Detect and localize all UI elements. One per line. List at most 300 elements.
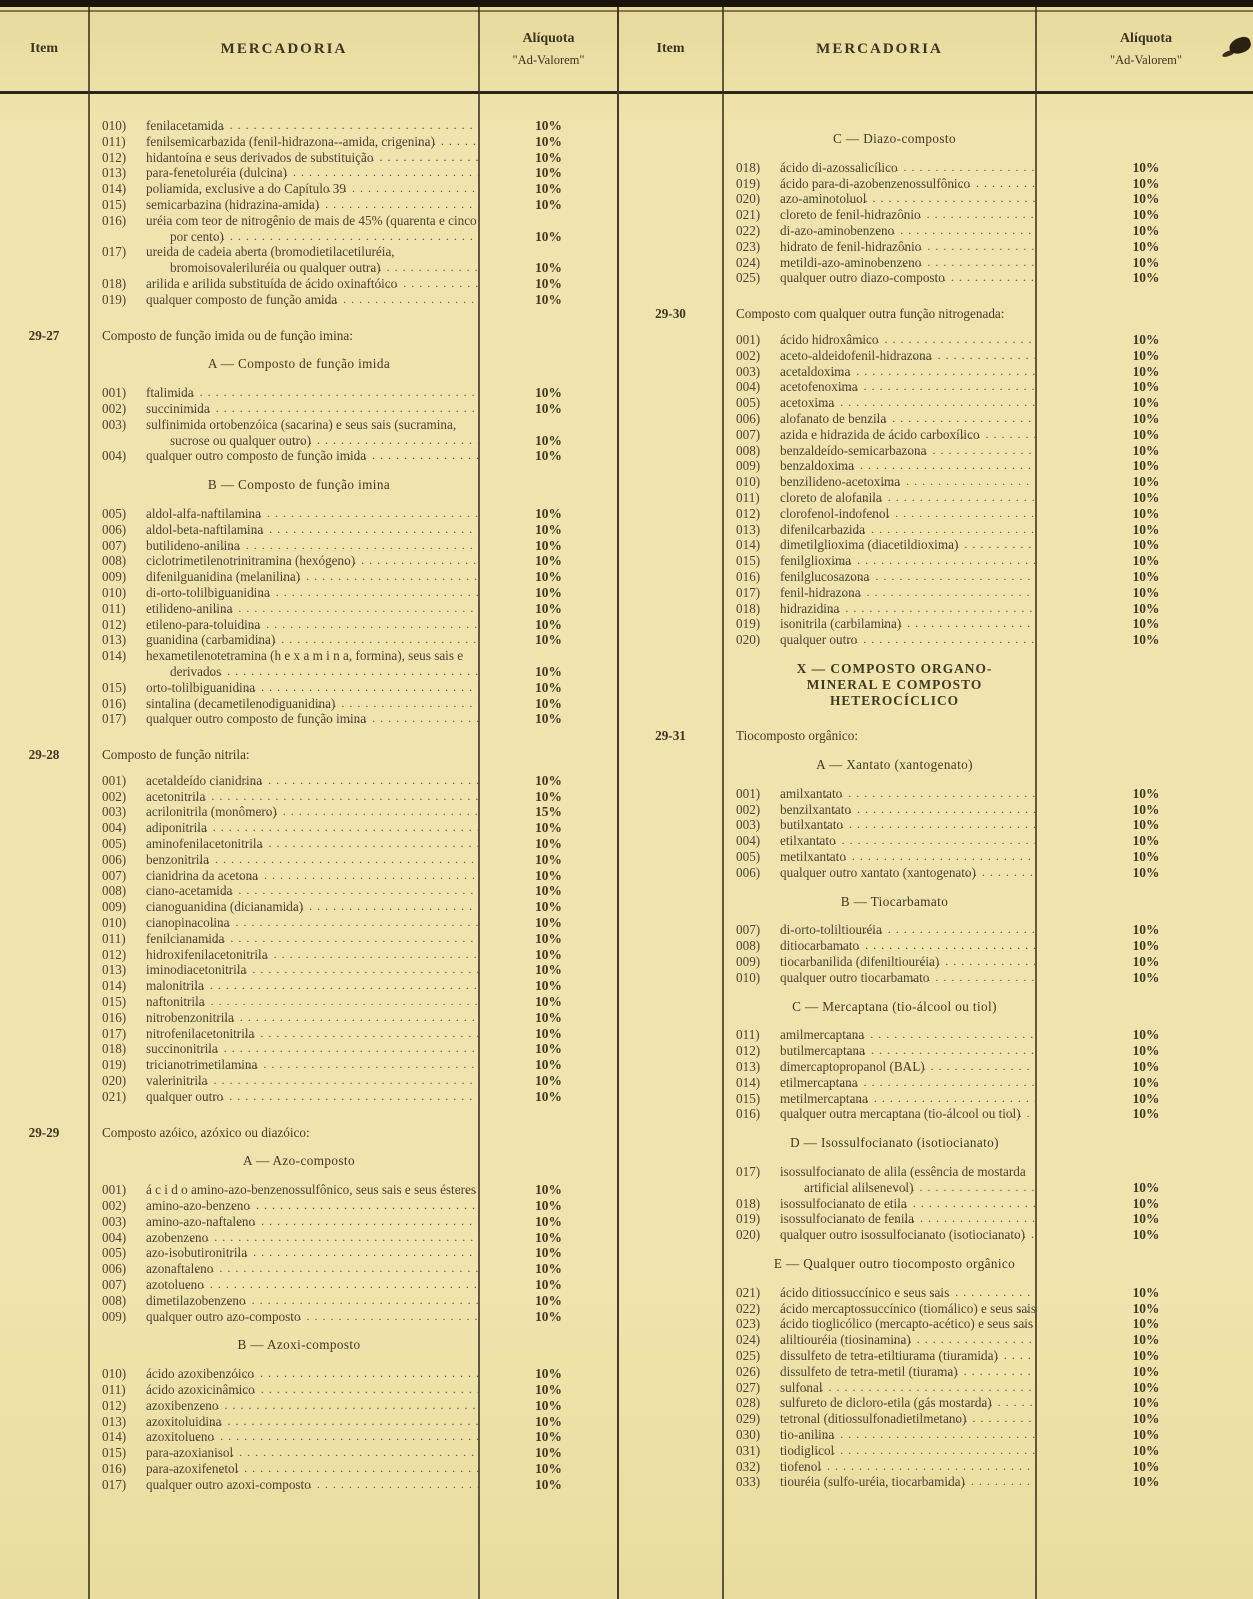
item-number: 025) (736, 1348, 761, 1363)
advalorem-rate: 10% (535, 537, 562, 553)
advalorem-rate: 10% (1132, 254, 1160, 270)
item-number: 006) (736, 410, 761, 426)
table-row (0, 931, 617, 947)
table-row (0, 448, 617, 464)
advalorem-rate: 10% (1132, 1426, 1160, 1442)
header-mercadoria-label: MERCADORIA (220, 40, 348, 57)
advalorem-rate: 10% (535, 632, 562, 648)
table-row (0, 1198, 617, 1214)
item-number: 007) (736, 922, 761, 938)
advalorem-rate: 10% (535, 1009, 562, 1025)
item-description: difenilguanidina (melanilina) . . . (146, 569, 480, 585)
item-description: ácido azoxibenzóico . . . (146, 1366, 480, 1382)
item-number: 003) (736, 363, 761, 379)
table-row (0, 569, 617, 585)
table-row (619, 1211, 1253, 1227)
item-description: ftalimida . . . (146, 385, 480, 401)
item-description: aliltiouréia (tiosinamina) . . . (780, 1332, 1037, 1348)
table-row (619, 395, 1253, 411)
item-number: 021) (736, 1284, 761, 1300)
advalorem-rate: 10% (1132, 938, 1160, 954)
item-description: aldol-alfa-naftilamina . . . (146, 506, 480, 522)
item-description: fenil-hidrazona . . . (780, 585, 1037, 601)
item-description: fenilglucosazona . . . (780, 569, 1037, 585)
table-row (0, 197, 617, 213)
item-description: benzilxantato . . . (780, 802, 1037, 818)
item-description: amino-azo-naftaleno . . . (146, 1214, 480, 1230)
table-row (0, 1477, 617, 1493)
table-row (619, 922, 1253, 938)
advalorem-rate: 15% (535, 804, 562, 820)
item-number: 015) (102, 679, 127, 695)
item-number: 008) (102, 553, 127, 569)
item-description: iminodiacetonitrila . . . (146, 962, 480, 978)
item-number: 013) (102, 165, 127, 181)
item-description: azonaftaleno . . . (146, 1261, 480, 1277)
table-row (619, 1196, 1253, 1212)
item-description: hidantoína e seus derivados de substituição . . . (146, 150, 480, 166)
table-row (0, 1026, 617, 1042)
table-row (619, 207, 1253, 223)
advalorem-rate: 10% (1132, 159, 1160, 175)
table-row (0, 696, 617, 712)
advalorem-rate: 10% (535, 695, 562, 711)
advalorem-rate: 10% (535, 1182, 562, 1198)
table-row (619, 1301, 1253, 1317)
table-row (619, 1091, 1253, 1107)
table-row (0, 947, 617, 963)
item-number: 015) (736, 553, 761, 569)
advalorem-rate: 10% (535, 196, 562, 212)
item-description: amino-azo-benzeno . . . (146, 1198, 480, 1214)
item-number: 006) (102, 521, 127, 537)
item-number: 006) (102, 1261, 127, 1277)
table-row (619, 490, 1253, 506)
item-number: 013) (102, 632, 127, 648)
chapter-code: 29-28 (28, 747, 60, 763)
aliquota-line2: "Ad-Valorem" (512, 52, 585, 67)
advalorem-rate: 10% (535, 505, 562, 521)
advalorem-rate: 10% (1132, 442, 1160, 458)
advalorem-rate: 10% (535, 1476, 562, 1492)
item-description: dimetilazobenzeno . . . (146, 1293, 480, 1309)
chapter-code: 29-31 (655, 728, 686, 744)
aliquota-line2: "Ad-Valorem" (1110, 52, 1182, 67)
item-description: para-fenetoluréia (dulcina) . . . (146, 165, 480, 181)
item-description: ácido tioglicólico (mercapto-acético) e seus sais . . . (780, 1316, 1037, 1332)
item-description: orto-tolilbiguanidina . . . (146, 680, 480, 696)
table-row (619, 833, 1253, 849)
item-number: 019) (736, 1211, 761, 1227)
item-number: 032) (736, 1458, 761, 1474)
table-row (619, 458, 1253, 474)
table-row (0, 1057, 617, 1073)
table-row (0, 1182, 617, 1198)
item-number: 012) (736, 1043, 761, 1059)
item-description: hidrazidina . . . (780, 601, 1037, 617)
item-description: azotolueno . . . (146, 1277, 480, 1293)
advalorem-rate: 10% (1132, 785, 1160, 801)
advalorem-rate: 10% (535, 899, 562, 915)
item-number: 013) (102, 1413, 127, 1429)
table-row (619, 849, 1253, 865)
table-row (619, 1043, 1253, 1059)
table-row (619, 1427, 1253, 1443)
advalorem-rate: 10% (535, 1429, 562, 1445)
item-number: 022) (736, 222, 761, 238)
table-row (0, 1245, 617, 1261)
advalorem-rate: 10% (1132, 1227, 1160, 1243)
item-description: metildi-azo-aminobenzeno . . . (780, 255, 1037, 271)
item-description: azoxibenzeno . . . (146, 1398, 480, 1414)
advalorem-rate: 10% (1132, 521, 1160, 537)
item-number: 005) (736, 849, 761, 865)
item-number: 016) (102, 695, 127, 711)
item-description: hidrato de fenil-hidrazônio . . . (780, 239, 1037, 255)
item-description: azoxitoluidina . . . (146, 1414, 480, 1430)
item-number: 016) (736, 1106, 761, 1122)
chapter-row (619, 728, 1253, 744)
advalorem-rate: 10% (1132, 922, 1160, 938)
table-row (619, 427, 1253, 443)
table-row (619, 1380, 1253, 1396)
item-description: fenilsemicarbazida (fenil-hidrazona--amida, crigenina) . . . (146, 134, 480, 150)
item-number: 016) (102, 212, 127, 228)
item-description: ácido di-azossalicílico . . . (780, 160, 1037, 176)
chapter-title: Composto de função imida ou de função imina: (102, 327, 353, 343)
item-number: 010) (102, 118, 127, 133)
table-row (0, 1041, 617, 1057)
table-row (619, 1227, 1253, 1243)
table-row (0, 1010, 617, 1026)
advalorem-rate: 10% (1132, 1395, 1160, 1411)
table-row (0, 1398, 617, 1414)
item-description: amilxantato . . . (780, 786, 1037, 802)
table-row (0, 522, 617, 538)
item-number: 006) (102, 851, 127, 867)
table-row (0, 868, 617, 884)
item-description: aminofenilacetonitrila . . . (146, 836, 480, 852)
advalorem-rate: 10% (535, 1073, 562, 1089)
advalorem-rate: 10% (535, 978, 562, 994)
table-row (619, 802, 1253, 818)
item-description: ureida de cadeia aberta (bromodietilacetiluréia, bromoisovaleriluréia ou qualquer outra) . . . (146, 244, 480, 276)
item-number: 017) (102, 244, 127, 260)
table-row (0, 150, 617, 166)
item-description: isossulfocianato de etila . . . (780, 1196, 1037, 1212)
group-heading: A — Composto de função imida (207, 356, 391, 372)
table-row (619, 176, 1253, 192)
advalorem-rate: 10% (535, 867, 562, 883)
advalorem-rate: 10% (1132, 1090, 1160, 1106)
advalorem-rate: 10% (1132, 632, 1160, 648)
item-number: 011) (102, 133, 126, 149)
item-number: 024) (736, 1332, 761, 1348)
table-row (0, 962, 617, 978)
table-row (0, 276, 617, 292)
table-row (619, 1364, 1253, 1380)
item-number: 009) (102, 1308, 127, 1324)
item-description: fenilacetamida . . . (146, 118, 480, 134)
item-description: qualquer outro isossulfocianato (isotiocianato) . . . (780, 1227, 1037, 1243)
table-row (0, 1366, 617, 1382)
item-number: 004) (736, 379, 761, 395)
table-row (619, 1411, 1253, 1427)
item-number: 019) (736, 175, 761, 191)
table-row (619, 379, 1253, 395)
item-number: 008) (736, 442, 761, 458)
right-table (617, 7, 1253, 1599)
table-row (619, 1316, 1253, 1332)
table-row (619, 1075, 1253, 1091)
advalorem-rate: 10% (535, 994, 562, 1010)
item-number: 013) (736, 521, 761, 537)
item-number: 033) (736, 1474, 761, 1490)
item-number: 014) (736, 1074, 761, 1090)
item-number: 012) (102, 946, 127, 962)
table-body-right (619, 94, 1253, 1490)
item-number: 009) (102, 899, 127, 915)
table-row (619, 616, 1253, 632)
item-description: aldol-beta-naftilamina . . . (146, 522, 480, 538)
table-row (0, 181, 617, 197)
item-number: 002) (102, 788, 127, 804)
advalorem-rate: 10% (1132, 347, 1160, 363)
advalorem-rate: 10% (1132, 191, 1160, 207)
item-description: acetonitrila . . . (146, 789, 480, 805)
advalorem-rate: 10% (535, 149, 562, 165)
table-row (0, 1277, 617, 1293)
advalorem-rate: 10% (535, 1381, 562, 1397)
table-row (0, 820, 617, 836)
advalorem-rate: 10% (535, 616, 562, 632)
item-description: arilida e arilida substituída de ácido oxinaftóico . . . (146, 276, 480, 292)
advalorem-rate: 10% (1132, 1458, 1160, 1474)
item-number: 014) (102, 978, 127, 994)
advalorem-rate: 10% (535, 711, 562, 727)
item-description: cianoguanidina (dicianamida) . . . (146, 899, 480, 915)
item-description: benzaldeído-semicarbazona . . . (780, 443, 1037, 459)
item-number: 012) (102, 616, 127, 632)
table-row (619, 1443, 1253, 1459)
item-number: 017) (102, 1476, 127, 1492)
advalorem-rate: 10% (1132, 568, 1160, 584)
advalorem-rate: 10% (535, 432, 562, 448)
item-description: fenilglioxima . . . (780, 553, 1037, 569)
advalorem-rate: 10% (1132, 270, 1160, 286)
advalorem-rate: 10% (1132, 1300, 1160, 1316)
item-number: 020) (102, 1073, 127, 1089)
advalorem-rate: 10% (1132, 801, 1160, 817)
advalorem-rate: 10% (1132, 331, 1160, 347)
chapter-row (0, 747, 617, 763)
table-row (619, 1059, 1253, 1075)
table-row (0, 852, 617, 868)
item-number: 021) (736, 207, 761, 223)
advalorem-rate: 10% (535, 118, 562, 133)
advalorem-rate: 10% (1132, 553, 1160, 569)
item-number: 023) (736, 1316, 761, 1332)
item-number: 017) (102, 711, 127, 727)
advalorem-rate: 10% (1132, 1442, 1160, 1458)
chapter-code: 29-30 (655, 306, 686, 322)
item-description: tricianotrimetilamina . . . (146, 1057, 480, 1073)
chapter-title: Tiocomposto orgânico: (736, 728, 858, 744)
item-number: 012) (102, 149, 127, 165)
item-number: 022) (736, 1300, 761, 1316)
advalorem-rate: 10% (535, 1229, 562, 1245)
item-description: naftonitrila . . . (146, 994, 480, 1010)
advalorem-rate: 10% (1132, 1195, 1160, 1211)
advalorem-rate: 10% (535, 1397, 562, 1413)
table-row (0, 1414, 617, 1430)
item-number: 020) (736, 191, 761, 207)
advalorem-rate: 10% (1132, 969, 1160, 985)
advalorem-rate: 10% (535, 820, 562, 836)
item-number: 003) (102, 1213, 127, 1229)
advalorem-rate: 10% (1132, 1027, 1160, 1043)
table-row (619, 601, 1253, 617)
item-description: alofanato de benzila . . . (780, 411, 1037, 427)
item-number: 015) (102, 994, 127, 1010)
table-row (619, 522, 1253, 538)
group-heading: B — Composto de função imina (207, 477, 391, 493)
advalorem-rate: 10% (1132, 817, 1160, 833)
item-description: azoxitolueno . . . (146, 1429, 480, 1445)
advalorem-rate: 10% (1132, 584, 1160, 600)
table-row (619, 443, 1253, 459)
group-heading: A — Xantato (xantogenato) (816, 757, 973, 773)
item-description: acetaldoxima . . . (780, 364, 1037, 380)
advalorem-rate: 10% (1132, 175, 1160, 191)
item-number: 018) (102, 1041, 127, 1057)
item-description: azo-isobutironitrila . . . (146, 1245, 480, 1261)
advalorem-rate: 10% (535, 291, 562, 307)
item-description: azida e hidrazida de ácido carboxílico . . . (780, 427, 1037, 443)
item-description: nitrobenzonitrila . . . (146, 1010, 480, 1026)
item-description: uréia com teor de nitrogênio de mais de 45% (quarenta e cinco por cento) . . . (146, 213, 480, 245)
table-row (0, 1309, 617, 1325)
item-description: dissulfeto de tetra-metil (tiurama) . . . (780, 1364, 1037, 1380)
table-body-left (0, 94, 617, 1493)
advalorem-rate: 10% (1132, 474, 1160, 490)
header-item-label: Item (30, 41, 58, 56)
table-row (619, 191, 1253, 207)
advalorem-rate: 10% (1132, 489, 1160, 505)
table-row (0, 134, 617, 150)
table-row (0, 648, 617, 680)
item-number: 023) (736, 238, 761, 254)
table-row (0, 213, 617, 245)
item-number: 019) (736, 616, 761, 632)
table-row (619, 865, 1253, 881)
advalorem-rate: 10% (1132, 1059, 1160, 1075)
advalorem-rate: 10% (1132, 1474, 1160, 1490)
advalorem-rate: 10% (1132, 616, 1160, 632)
item-description: etilmercaptana . . . (780, 1075, 1037, 1091)
table-row (0, 538, 617, 554)
advalorem-rate: 10% (1132, 1211, 1160, 1227)
table-header-right (619, 7, 1253, 94)
advalorem-rate: 10% (535, 165, 562, 181)
table-row (619, 160, 1253, 176)
item-description: tiocarbanilida (difeniltiouréia) . . . (780, 954, 1037, 970)
table-row (619, 239, 1253, 255)
left-table (0, 7, 617, 1599)
item-description: succinimida . . . (146, 401, 480, 417)
item-number: 016) (102, 1460, 127, 1476)
advalorem-rate: 10% (535, 448, 562, 464)
advalorem-rate: 10% (1132, 410, 1160, 426)
item-description: malonitrila . . . (146, 978, 480, 994)
item-description: azobenzeno . . . (146, 1230, 480, 1246)
item-description: qualquer composto de função amida . . . (146, 292, 480, 308)
header-mercadoria-label: MERCADORIA (816, 40, 943, 57)
group-heading: D — Isossulfocianato (isotiocianato) (790, 1135, 999, 1151)
table-row (619, 817, 1253, 833)
item-number: 003) (102, 416, 127, 432)
item-description: cianopinacolina . . . (146, 915, 480, 931)
item-number: 015) (736, 1090, 761, 1106)
advalorem-rate: 10% (535, 962, 562, 978)
item-description: acetoxima . . . (780, 395, 1037, 411)
table-row (619, 1459, 1253, 1475)
aliquota-line1: Alíquota (1119, 30, 1173, 46)
item-number: 013) (102, 962, 127, 978)
item-description: etileno-para-toluidina . . . (146, 617, 480, 633)
item-description: ciclotrimetilenotrinitramina (hexógeno) . . . (146, 553, 480, 569)
item-number: 010) (102, 915, 127, 931)
advalorem-rate: 10% (1132, 1106, 1160, 1122)
chapter-row (0, 328, 617, 344)
advalorem-rate: 10% (535, 400, 562, 416)
item-number: 012) (736, 505, 761, 521)
table-row (0, 883, 617, 899)
advalorem-rate: 10% (535, 1413, 562, 1429)
item-number: 001) (102, 772, 127, 788)
item-number: 018) (736, 600, 761, 616)
advalorem-rate: 10% (1132, 1074, 1160, 1090)
item-number: 011) (102, 600, 126, 616)
item-number: 019) (102, 1057, 127, 1073)
table-row (0, 553, 617, 569)
item-number: 028) (736, 1395, 761, 1411)
item-number: 010) (102, 584, 127, 600)
table-row (0, 789, 617, 805)
item-description: di-orto-toliltiouréia . . . (780, 922, 1037, 938)
item-description: qualquer outro xantato (xantogenato) . . . (780, 865, 1037, 881)
item-description: di-orto-tolilbiguanidina . . . (146, 585, 480, 601)
advalorem-rate: 10% (1132, 849, 1160, 865)
item-description: aceto-aldeidofenil-hidrazona . . . (780, 348, 1037, 364)
advalorem-rate: 10% (1132, 864, 1160, 880)
table-row (619, 506, 1253, 522)
advalorem-rate: 10% (535, 1445, 562, 1461)
advalorem-rate: 10% (535, 1025, 562, 1041)
item-description: ácido hidroxâmico . . . (780, 332, 1037, 348)
table-row (0, 118, 617, 134)
advalorem-rate: 10% (1132, 363, 1160, 379)
advalorem-rate: 10% (535, 1292, 562, 1308)
advalorem-rate: 10% (535, 521, 562, 537)
chapter-title: Composto de função nitrila: (102, 747, 250, 763)
table-row (0, 417, 617, 449)
table-row (0, 385, 617, 401)
item-description: fenilcianamida . . . (146, 931, 480, 947)
item-description: etilideno-anilina . . . (146, 601, 480, 617)
table-row (0, 506, 617, 522)
table-row (0, 1089, 617, 1105)
